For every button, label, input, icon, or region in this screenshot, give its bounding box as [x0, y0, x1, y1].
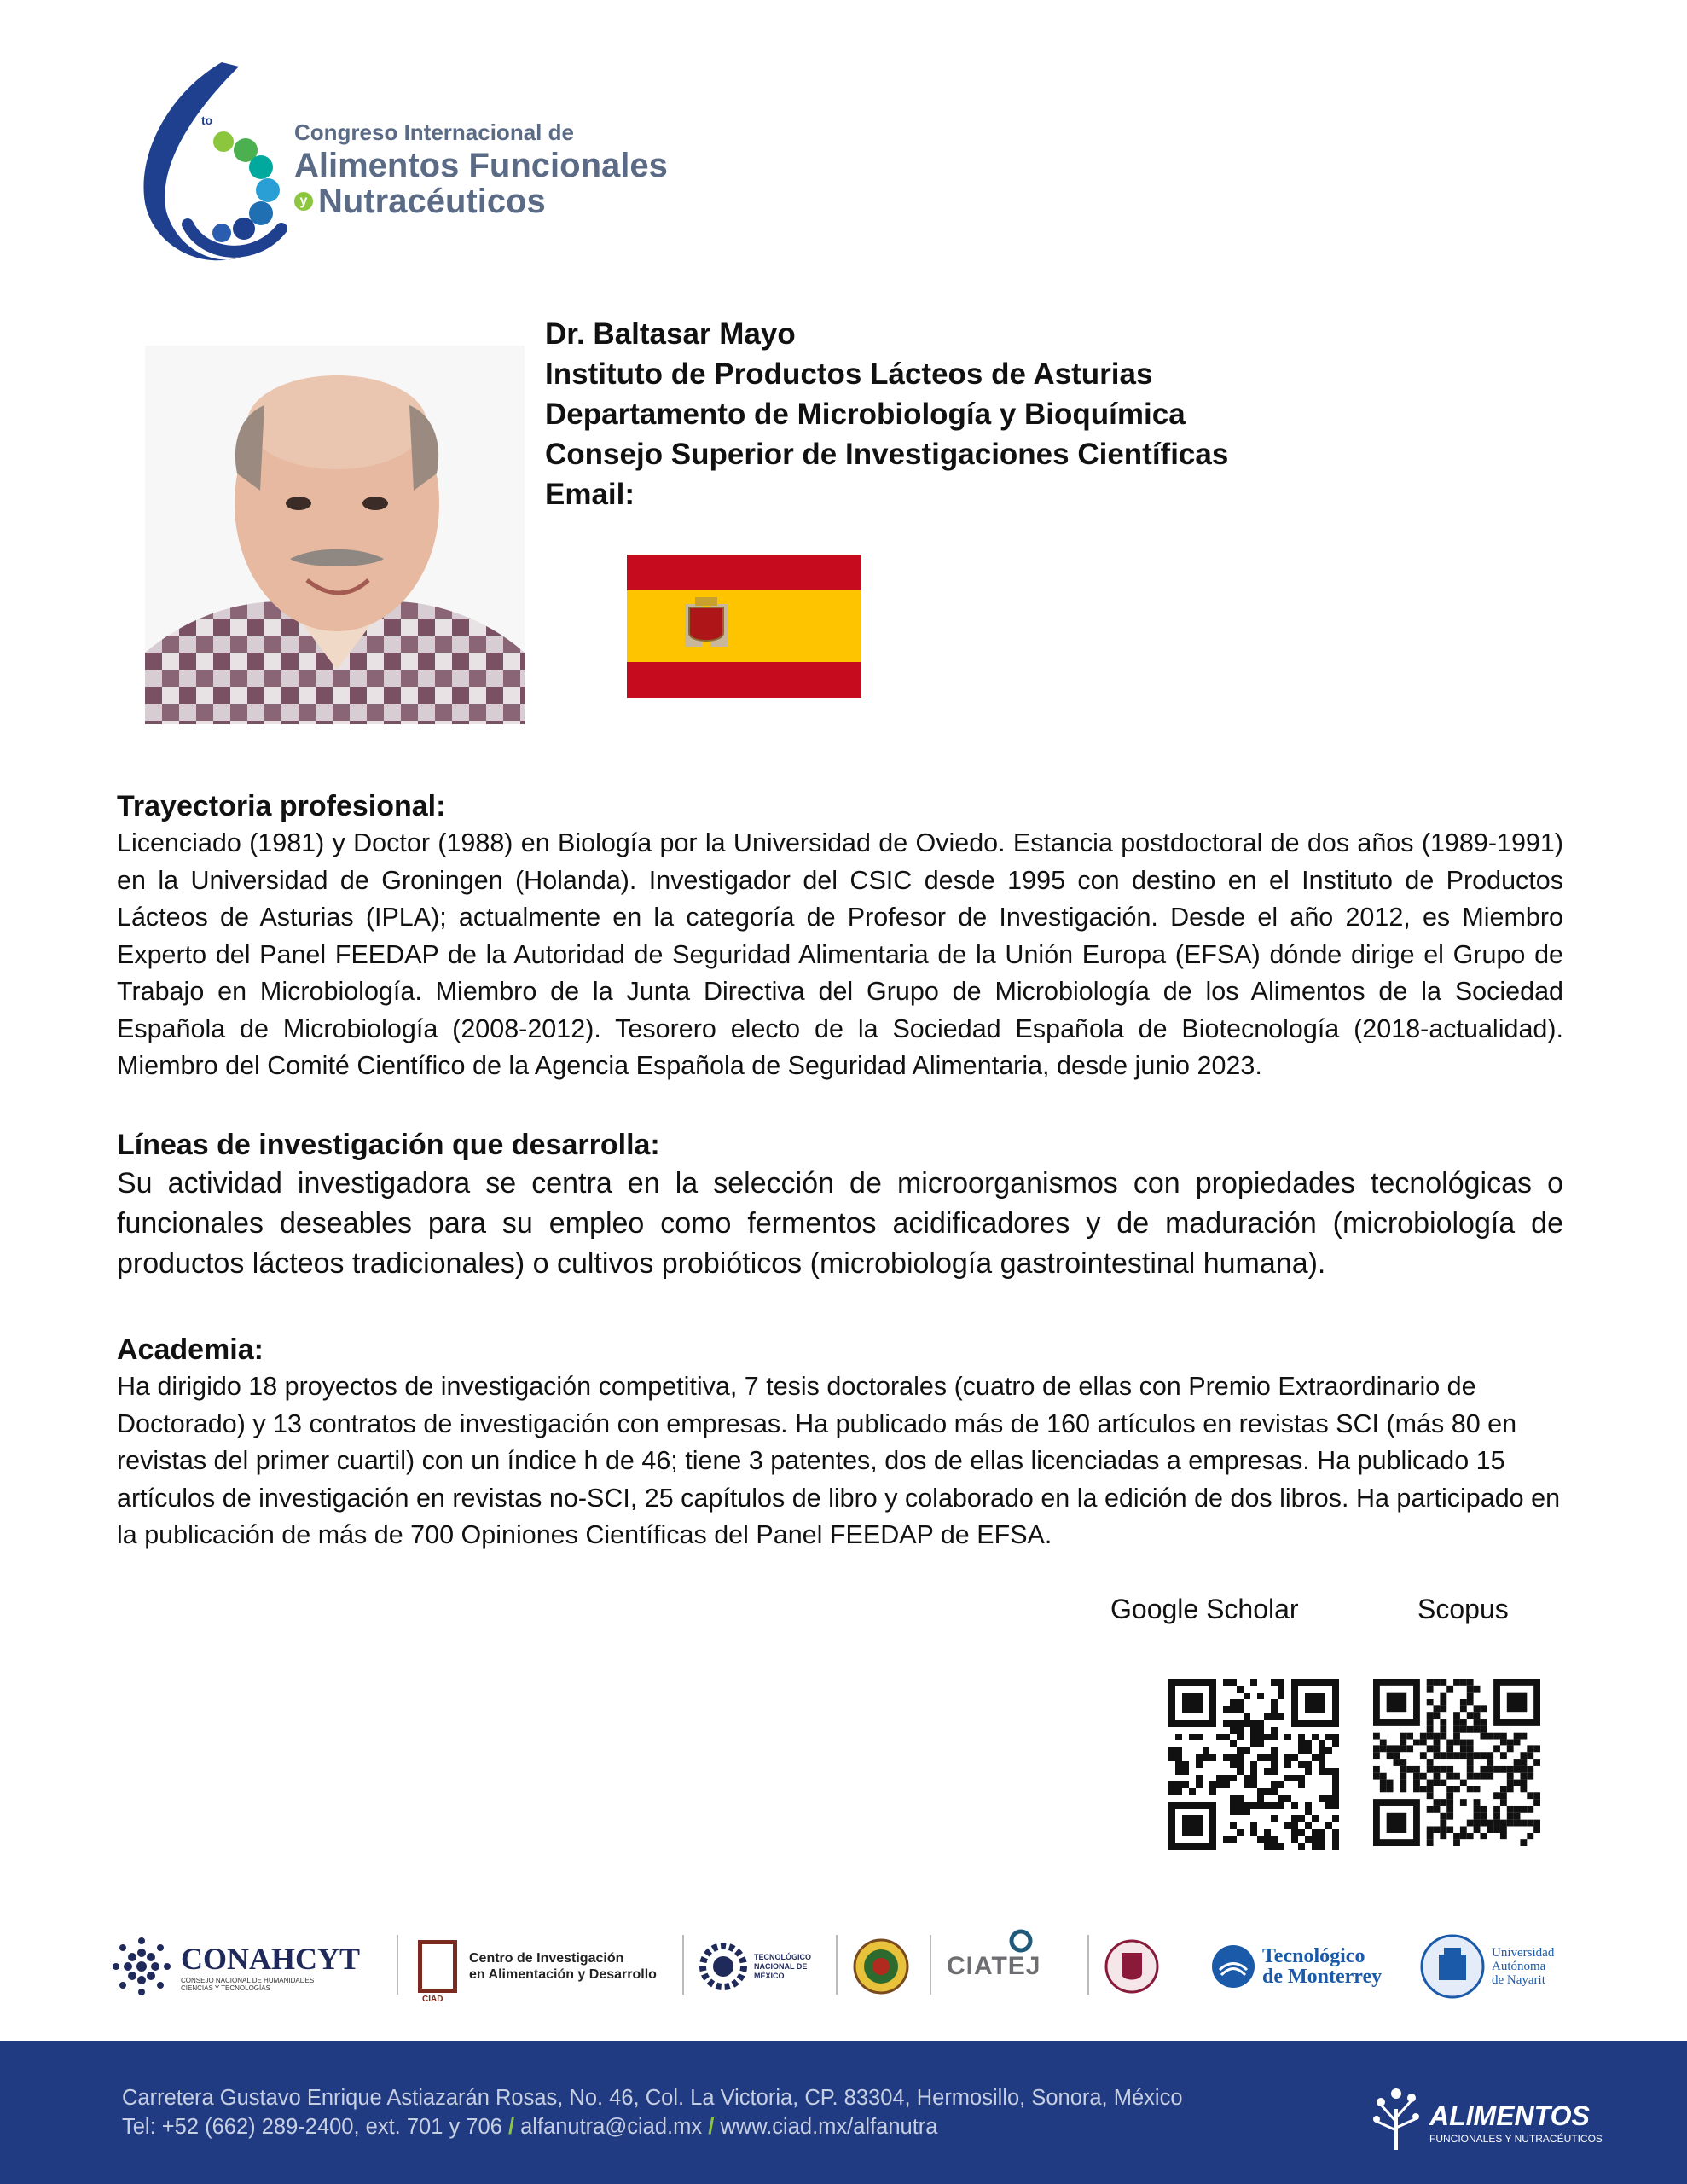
uan-logo — [1420, 1920, 1554, 2013]
uan-line-1: Universidad — [1492, 1946, 1555, 1960]
footer-logo-title: ALIMENTOS — [1429, 2100, 1590, 2131]
person-institute: Instituto de Productos Lácteos de Asturias — [545, 357, 1153, 391]
google-scholar-label: Google Scholar — [1110, 1594, 1299, 1624]
footer-contact — [122, 2083, 1183, 2141]
partner-divider — [1087, 1935, 1089, 1995]
ciatej-logo — [947, 1920, 1041, 2013]
lineas-text: Su actividad investigadora se centra en la selección de microorganismos con propiedades tecnológicas o funcionales deseables para su empleo como fermentos acidificadores y de maduración (microbiología de productos lácteos tradicionales) o cultivos probióticos (microbiología gastrointestinal humana). — [117, 1167, 1563, 1280]
portrait-photo — [145, 346, 525, 724]
logo-line-3-text: Nutracéuticos — [318, 183, 546, 220]
ciad-emblem-icon: CIAD — [418, 1940, 457, 1993]
tec-monterrey-icon — [1211, 1944, 1255, 1989]
academia-text: Ha dirigido 18 proyectos de investigación competitiva, 7 tesis doctorales (cuatro de ellas con Premio Extraordinario de Doctorado) y 13 contratos de investigación con empresas. Ha publicado más de 160 artículos en revistas SCI (más 80 en revistas del primer cuartil) con un índice h de 46; tiene 3 patentes, dos de ellas licenciadas a empresas. Ha publicado 15 artículos de investigación en revistas no-SCI, 25 capítulos de libro y colaborado en la edición de dos libros. Ha participado en la publicación de más de 700 Opiniones Científicas del Panel FEEDAP de EFSA. — [117, 1372, 1561, 1549]
logo-line-1: Congreso Internacional de — [294, 119, 574, 145]
person-email-label: Email: — [545, 478, 635, 511]
congress-logo-text — [294, 121, 668, 218]
uan-line-3: de Nayarit — [1492, 1973, 1545, 1987]
scopus-label: Scopus — [1417, 1594, 1509, 1624]
partner-logos — [111, 1920, 1578, 2013]
footer-contact-line: Tel: +52 (662) 289-2400, ext. 701 y 706 / alfanutra@ciad.mx / www.ciad.mx/alfanutra — [122, 2115, 938, 2139]
footer-address: Carretera Gustavo Enrique Astiazarán Rosas, No. 46, Col. La Victoria, CP. 83304, Hermosillo, Sonora, México — [122, 2086, 1183, 2110]
university-seal-icon — [853, 1938, 909, 1995]
section-trayectoria — [117, 787, 1563, 1085]
conahcyt-emblem-icon — [111, 1936, 172, 1997]
ciad-line-1: Centro de Investigación — [469, 1951, 624, 1966]
tecnm-name: TECNOLÓGICO NACIONAL DE MÉXICO — [754, 1952, 811, 1980]
ciad-logo — [418, 1920, 657, 2013]
person-name: Dr. Baltasar Mayo — [545, 317, 796, 351]
section-academia — [117, 1331, 1563, 1554]
lineas-heading: Líneas de investigación que desarrolla: — [117, 1129, 660, 1161]
ciatej-name: CIATEJ — [947, 1952, 1041, 1980]
crest-icon — [1104, 1936, 1159, 1997]
conahcyt-subtitle: CONSEJO NACIONAL DE HUMANIDADES CIENCIAS Y TECNOLOGÍAS — [181, 1977, 315, 1992]
tecnm-gear-icon — [699, 1937, 747, 1996]
logo-y-badge: y — [294, 192, 313, 211]
trayectoria-heading: Trayectoria profesional: — [117, 790, 446, 822]
alimentos-tree-icon — [1369, 2075, 1423, 2152]
logo-line-2: Alimentos Funcionales — [294, 147, 668, 184]
conahcyt-name: CONAHCYT — [181, 1942, 361, 1976]
partner-divider — [930, 1935, 931, 1995]
footer-web-link[interactable]: www.ciad.mx/alfanutra — [720, 2115, 938, 2139]
congress-logo-mark — [119, 58, 307, 271]
tec-line-1: Tecnológico — [1262, 1945, 1365, 1967]
google-scholar-qr-code[interactable] — [1168, 1679, 1339, 1850]
spain-flag-icon — [627, 555, 861, 698]
footer-email-link[interactable]: alfanutra@ciad.mx — [520, 2115, 703, 2139]
person-info — [545, 314, 1228, 514]
nutrition-seal-logo — [1104, 1920, 1159, 2013]
scopus-qr-code[interactable] — [1373, 1679, 1540, 1846]
ciatej-circle-icon — [1008, 1928, 1034, 1954]
svg-text:to: to — [201, 113, 213, 127]
conahcyt-logo — [111, 1920, 360, 2013]
uan-crest-icon — [1420, 1934, 1485, 1999]
section-lineas — [117, 1126, 1563, 1284]
partner-divider — [397, 1935, 398, 1995]
footer-tel: Tel: +52 (662) 289-2400, ext. 701 y 706 — [122, 2115, 502, 2139]
tecnm-logo — [699, 1920, 822, 2013]
tec-monterrey-logo — [1211, 1920, 1382, 2013]
partner-divider — [682, 1935, 684, 1995]
university-seal-logo — [853, 1920, 909, 2013]
logo-line-3 — [294, 184, 668, 218]
tec-line-2: de Monterrey — [1262, 1966, 1383, 1988]
person-department: Departamento de Microbiología y Bioquímica — [545, 398, 1186, 431]
uan-line-2: Autónoma — [1492, 1960, 1546, 1973]
trayectoria-text: Licenciado (1981) y Doctor (1988) en Biología por la Universidad de Oviedo. Estancia postdoctoral de dos años (1989-1991) en la Universidad de Groningen (Holanda). Investigador del CSIC desde 1995 con destino en el Instituto de Productos Lácteos de Asturias (IPLA); actualmente en la categoría de Profesor de Investigación. Desde el año 2012, es Miembro Experto del Panel FEEDAP de la Autoridad de Seguridad Alimentaria de la Unión Europa (EFSA) dónde dirige el Grupo de Trabajo en Microbiología. Miembro de la Junta Directiva del Grupo de Microbiología de los Alimentos de la Sociedad Española de Microbiología (2008-2012). Tesorero electo de la Sociedad Española de Biotecnología (2018-actualidad). Miembro del Comité Científico de la Agencia Española de Seguridad Alimentaria, desde junio 2023. — [117, 828, 1563, 1080]
partner-divider — [836, 1935, 838, 1995]
person-council: Consejo Superior de Investigaciones Científicas — [545, 438, 1229, 471]
ciad-line-2: en Alimentación y Desarrollo — [469, 1967, 657, 1982]
footer-logo-subtitle: FUNCIONALES Y NUTRACÉUTICOS — [1429, 2133, 1603, 2145]
academia-heading: Academia: — [117, 1333, 264, 1366]
